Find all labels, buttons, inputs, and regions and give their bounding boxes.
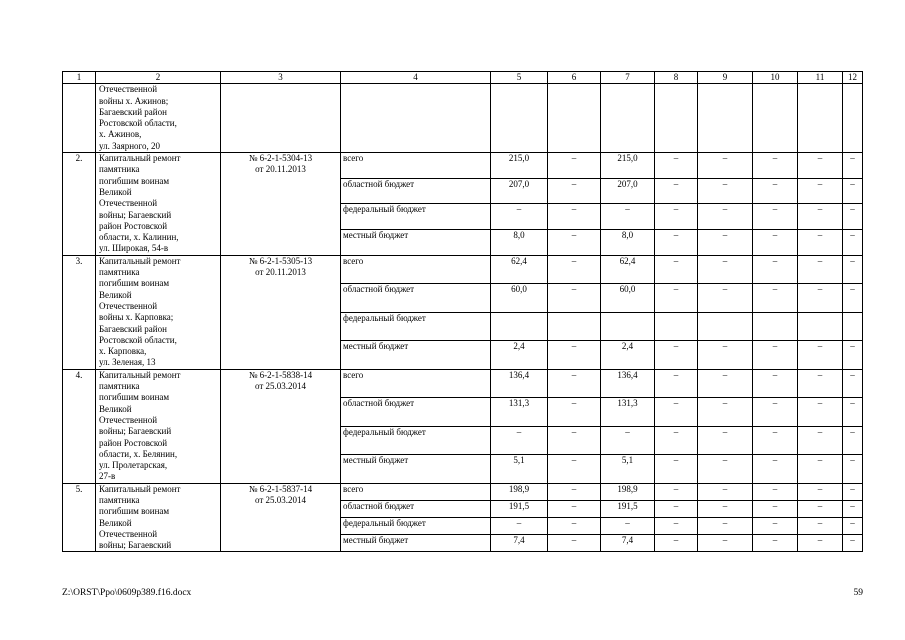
object-name-line: район Ростовской (99, 220, 168, 231)
object-name-line: памятника (99, 164, 140, 175)
value-cell: – (843, 483, 863, 500)
object-name-line: район Ростовской (99, 437, 168, 448)
table-row (63, 483, 863, 500)
object-name-line: памятника (99, 381, 140, 392)
document-cell (221, 483, 341, 552)
value-cell: – (655, 455, 698, 484)
value-cell: – (698, 500, 753, 517)
object-name-line: ул. Зеленая, 13 (99, 357, 156, 368)
value-cell: – (753, 369, 798, 397)
value-cell: – (491, 204, 548, 230)
object-name-line: области, х. Калинин, (99, 232, 179, 243)
object-name-line: памятника (99, 494, 140, 505)
value-cell: – (601, 518, 655, 535)
value-cell: 136,4 (601, 369, 655, 397)
col-header: 1 (63, 72, 96, 84)
funding-source-cell: всего (341, 153, 491, 179)
footer-file-path: Z:\ORST\Ppo\0609p389.f16.docx (62, 588, 192, 598)
value-cell: 5,1 (491, 455, 548, 484)
value-cell: 62,4 (491, 255, 548, 283)
item-number-cell: 3. (63, 255, 96, 369)
value-cell: – (843, 178, 863, 204)
value-cell: – (548, 230, 601, 256)
value-cell: – (843, 369, 863, 397)
value-cell: – (753, 230, 798, 256)
col-header: 7 (601, 72, 655, 84)
object-name-line: Отечественной (99, 300, 158, 311)
col-header: 6 (548, 72, 601, 84)
value-cell (798, 312, 843, 340)
value-cell: – (655, 535, 698, 552)
value-cell: – (548, 483, 601, 500)
value-cell: – (843, 153, 863, 179)
value-cell: 7,4 (601, 535, 655, 552)
value-cell: – (798, 255, 843, 283)
value-cell: – (655, 153, 698, 179)
value-cell: – (698, 398, 753, 426)
value-cell: – (843, 284, 863, 312)
value-cell: – (798, 518, 843, 535)
funding-source-cell: всего (341, 369, 491, 397)
object-name-cell (96, 255, 221, 369)
object-name-line: погибшим воинам (99, 175, 170, 186)
object-name-line: Великой (99, 403, 132, 414)
empty-cell (753, 84, 798, 153)
value-cell: – (698, 204, 753, 230)
funding-source-cell: областной бюджет (341, 178, 491, 204)
document-line: № 6-2-1-5837-14 (248, 483, 313, 494)
document-cell (221, 369, 341, 483)
object-name-line: Великой (99, 186, 132, 197)
item-number-cell: 5. (63, 483, 96, 552)
program-table (62, 71, 863, 552)
value-cell (753, 312, 798, 340)
value-cell: – (655, 483, 698, 500)
item-number-cell (63, 84, 96, 153)
funding-source-cell: местный бюджет (341, 455, 491, 484)
value-cell: – (601, 426, 655, 454)
object-name-line: области, х. Белянин, (99, 448, 178, 459)
object-name-line: х. Ажинов, (99, 129, 142, 140)
value-cell: 131,3 (601, 398, 655, 426)
value-cell: – (698, 255, 753, 283)
value-cell: – (698, 483, 753, 500)
value-cell: – (601, 204, 655, 230)
value-cell: 198,9 (491, 483, 548, 500)
value-cell: – (698, 178, 753, 204)
value-cell: – (798, 455, 843, 484)
value-cell: – (655, 284, 698, 312)
object-name-line: Великой (99, 517, 132, 528)
col-header: 11 (798, 72, 843, 84)
col-header: 5 (491, 72, 548, 84)
value-cell: – (548, 341, 601, 370)
value-cell: 215,0 (601, 153, 655, 179)
object-name-line: войны х. Ажинов; (99, 95, 169, 106)
value-cell: – (491, 426, 548, 454)
page-number: 59 (853, 588, 863, 598)
value-cell: – (548, 398, 601, 426)
value-cell (548, 312, 601, 340)
value-cell: – (655, 369, 698, 397)
object-name-line: ул. Пролетарская, (99, 460, 168, 471)
value-cell: 2,4 (601, 341, 655, 370)
document-cell (221, 255, 341, 369)
object-name-line: памятника (99, 267, 140, 278)
funding-source-cell: федеральный бюджет (341, 426, 491, 454)
value-cell: – (798, 398, 843, 426)
value-cell: – (798, 483, 843, 500)
value-cell: – (753, 455, 798, 484)
empty-cell (698, 84, 753, 153)
document-line: № 6-2-1-5304-13 (248, 153, 313, 164)
funding-source-cell: местный бюджет (341, 230, 491, 256)
value-cell (601, 312, 655, 340)
value-cell: – (548, 153, 601, 179)
value-cell: – (843, 518, 863, 535)
value-cell: – (548, 455, 601, 484)
value-cell: – (753, 398, 798, 426)
value-cell: – (753, 341, 798, 370)
object-name-line: войны х. Карповка; (99, 312, 174, 323)
value-cell: 131,3 (491, 398, 548, 426)
object-name-line: Великой (99, 289, 132, 300)
funding-source-cell: федеральный бюджет (341, 312, 491, 340)
object-name-line: Отечественной (99, 198, 158, 209)
value-cell: 198,9 (601, 483, 655, 500)
value-cell: – (798, 341, 843, 370)
empty-cell (341, 84, 491, 153)
funding-source-cell: федеральный бюджет (341, 204, 491, 230)
table-row (63, 84, 863, 153)
value-cell: – (843, 500, 863, 517)
value-cell: – (548, 178, 601, 204)
object-name-line: погибшим воинам (99, 506, 170, 517)
value-cell: – (753, 178, 798, 204)
value-cell: – (798, 230, 843, 256)
value-cell: – (798, 500, 843, 517)
object-name-line: 27-в (99, 471, 116, 482)
value-cell (655, 312, 698, 340)
object-name-line: Багаевский район (99, 106, 167, 117)
object-name-line: Ростовской области, (99, 334, 177, 345)
value-cell: – (798, 204, 843, 230)
empty-cell (601, 84, 655, 153)
value-cell: – (843, 455, 863, 484)
value-cell: – (698, 535, 753, 552)
funding-source-cell: областной бюджет (341, 284, 491, 312)
table-body (63, 84, 863, 552)
table-row (63, 255, 863, 283)
value-cell: 191,5 (491, 500, 548, 517)
funding-source-cell: всего (341, 483, 491, 500)
value-cell: – (655, 398, 698, 426)
document-line: от 25.03.2014 (254, 381, 307, 392)
object-name-line: ул. Широкая, 54-в (99, 243, 169, 254)
value-cell (698, 312, 753, 340)
object-name-line: ул. Заярного, 20 (99, 140, 161, 151)
value-cell: – (798, 178, 843, 204)
value-cell: – (698, 284, 753, 312)
object-name-line: Ростовской области, (99, 118, 177, 129)
value-cell: 5,1 (601, 455, 655, 484)
value-cell: – (655, 255, 698, 283)
value-cell: – (698, 426, 753, 454)
table-row (63, 153, 863, 179)
value-cell: – (843, 230, 863, 256)
col-header: 8 (655, 72, 698, 84)
empty-cell (798, 84, 843, 153)
value-cell: – (753, 284, 798, 312)
value-cell: – (655, 204, 698, 230)
value-cell: – (753, 153, 798, 179)
value-cell: – (753, 500, 798, 517)
object-name-line: войны; Багаевский (99, 209, 172, 220)
value-cell: – (655, 518, 698, 535)
col-header: 9 (698, 72, 753, 84)
object-name-line: погибшим воинам (99, 392, 170, 403)
value-cell: – (698, 455, 753, 484)
object-name-line: погибшим воинам (99, 278, 170, 289)
value-cell: 7,4 (491, 535, 548, 552)
value-cell: – (491, 518, 548, 535)
value-cell: – (843, 426, 863, 454)
object-name-line: Отечественной (99, 84, 158, 95)
value-cell: – (548, 255, 601, 283)
value-cell: – (698, 369, 753, 397)
value-cell: 2,4 (491, 341, 548, 370)
document-line: от 25.03.2014 (254, 494, 307, 505)
empty-cell (221, 84, 341, 153)
value-cell: – (798, 426, 843, 454)
item-number-cell: 2. (63, 153, 96, 256)
object-name-line: х. Карповка, (99, 346, 147, 357)
value-cell: – (753, 535, 798, 552)
value-cell: – (655, 500, 698, 517)
document-line: от 20.11.2013 (255, 267, 306, 278)
col-header: 10 (753, 72, 798, 84)
value-cell: – (655, 426, 698, 454)
object-name-line: Багаевский район (99, 323, 167, 334)
object-name-line: Капитальный ремонт (99, 255, 181, 266)
object-name-cell (96, 153, 221, 256)
object-name-cell (96, 369, 221, 483)
object-name-line: Капитальный ремонт (99, 153, 181, 164)
object-name-line: войны; Багаевский (99, 540, 172, 551)
value-cell: – (753, 255, 798, 283)
item-number-cell: 4. (63, 369, 96, 483)
document-line: № 6-2-1-5838-14 (248, 369, 313, 380)
value-cell: 62,4 (601, 255, 655, 283)
value-cell: 215,0 (491, 153, 548, 179)
value-cell: – (698, 518, 753, 535)
value-cell: – (548, 204, 601, 230)
value-cell: – (655, 178, 698, 204)
value-cell (491, 312, 548, 340)
value-cell: – (798, 535, 843, 552)
value-cell (843, 312, 863, 340)
value-cell: – (843, 535, 863, 552)
funding-source-cell: местный бюджет (341, 341, 491, 370)
value-cell: – (698, 230, 753, 256)
value-cell: 8,0 (491, 230, 548, 256)
value-cell: – (798, 284, 843, 312)
document-cell (221, 153, 341, 256)
col-header: 12 (843, 72, 863, 84)
value-cell: – (753, 483, 798, 500)
object-name-line: войны; Багаевский (99, 426, 172, 437)
value-cell: 60,0 (491, 284, 548, 312)
funding-source-cell: всего (341, 255, 491, 283)
value-cell: – (843, 204, 863, 230)
value-cell: 191,5 (601, 500, 655, 517)
empty-cell (843, 84, 863, 153)
object-name-line: Отечественной (99, 414, 158, 425)
empty-cell (491, 84, 548, 153)
col-header: 3 (221, 72, 341, 84)
col-header: 2 (96, 72, 221, 84)
value-cell: – (843, 341, 863, 370)
value-cell: – (753, 518, 798, 535)
value-cell: – (655, 230, 698, 256)
value-cell: – (843, 398, 863, 426)
value-cell: – (798, 369, 843, 397)
col-header: 4 (341, 72, 491, 84)
value-cell: 207,0 (601, 178, 655, 204)
object-name-cell (96, 84, 221, 153)
value-cell: – (753, 426, 798, 454)
column-number-row (63, 72, 863, 84)
value-cell: – (548, 284, 601, 312)
value-cell: – (548, 518, 601, 535)
empty-cell (548, 84, 601, 153)
funding-source-cell: местный бюджет (341, 535, 491, 552)
value-cell: 60,0 (601, 284, 655, 312)
value-cell: – (548, 500, 601, 517)
value-cell: 207,0 (491, 178, 548, 204)
value-cell: – (698, 153, 753, 179)
value-cell: – (548, 535, 601, 552)
funding-source-cell: областной бюджет (341, 398, 491, 426)
value-cell: – (698, 341, 753, 370)
funding-source-cell: федеральный бюджет (341, 518, 491, 535)
value-cell: – (753, 204, 798, 230)
funding-source-cell: областной бюджет (341, 500, 491, 517)
document-line: № 6-2-1-5305-13 (248, 255, 313, 266)
object-name-cell (96, 483, 221, 552)
object-name-line: Отечественной (99, 528, 158, 539)
value-cell: 8,0 (601, 230, 655, 256)
value-cell: – (843, 255, 863, 283)
value-cell: – (798, 153, 843, 179)
object-name-line: Капитальный ремонт (99, 483, 181, 494)
empty-cell (655, 84, 698, 153)
value-cell: – (548, 369, 601, 397)
value-cell: 136,4 (491, 369, 548, 397)
value-cell: – (655, 341, 698, 370)
object-name-line: Капитальный ремонт (99, 369, 181, 380)
value-cell: – (548, 426, 601, 454)
table-row (63, 369, 863, 397)
document-line: от 20.11.2013 (255, 164, 306, 175)
